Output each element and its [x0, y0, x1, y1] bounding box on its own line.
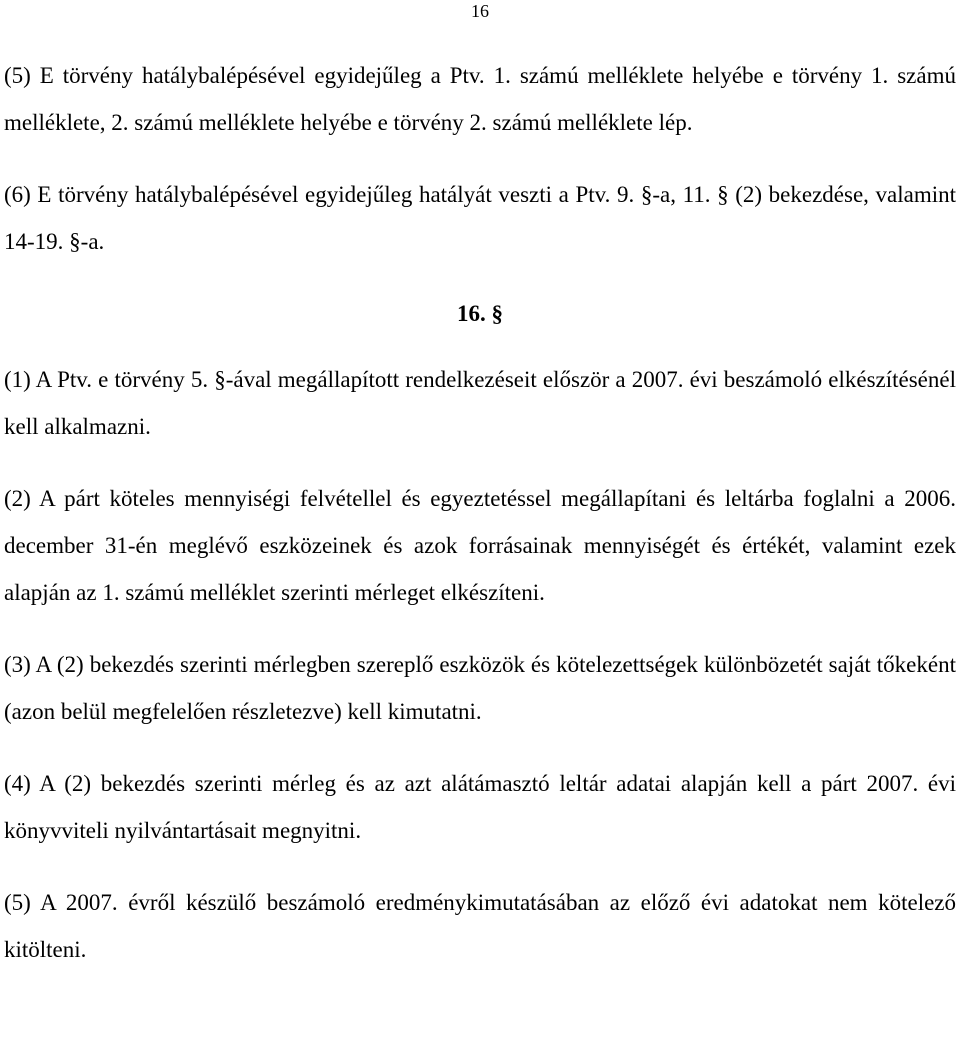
section-heading-16: 16. §	[457, 301, 503, 326]
paragraph-16-1: (1) A Ptv. e törvény 5. §-ával megállapított rendelkezéseit először a 2007. évi beszámoló elkészítésénél kell alkalmazni.	[4, 367, 956, 439]
page-number: 16	[471, 1, 489, 21]
paragraph-15-6: (6) E törvény hatálybalépésével egyidejűleg hatályát veszti a Ptv. 9. §-a, 11. § (2) bekezdése, valamint 14-19. §-a.	[4, 182, 956, 254]
paragraph-16-5: (5) A 2007. évről készülő beszámoló eredménykimutatásában az előző évi adatokat nem kötelező kitölteni.	[4, 890, 956, 962]
paragraph-15-5: (5) E törvény hatálybalépésével egyidejűleg a Ptv. 1. számú melléklete helyébe e törvény 1. számú melléklete, 2. számú melléklete helyébe e törvény 2. számú melléklete lép.	[4, 63, 956, 135]
paragraph-16-2: (2) A párt köteles mennyiségi felvétellel és egyeztetéssel megállapítani és leltárba foglalni a 2006. december 31-én meglévő eszközeinek és azok forrásainak mennyiségét és értékét, valamint ezek alapján az 1. számú melléklet szerinti mérleget elkészíteni.	[4, 486, 956, 605]
paragraph-16-3: (3) A (2) bekezdés szerinti mérlegben szereplő eszközök és kötelezettségek különbözetét saját tőkeként (azon belül megfelelően részletezve) kell kimutatni.	[4, 652, 956, 724]
document-body	[4, 52, 956, 973]
paragraph-16-4: (4) A (2) bekezdés szerinti mérleg és az azt alátámasztó leltár adatai alapján kell a párt 2007. évi könyvviteli nyilvántartásait megnyitni.	[4, 771, 956, 843]
